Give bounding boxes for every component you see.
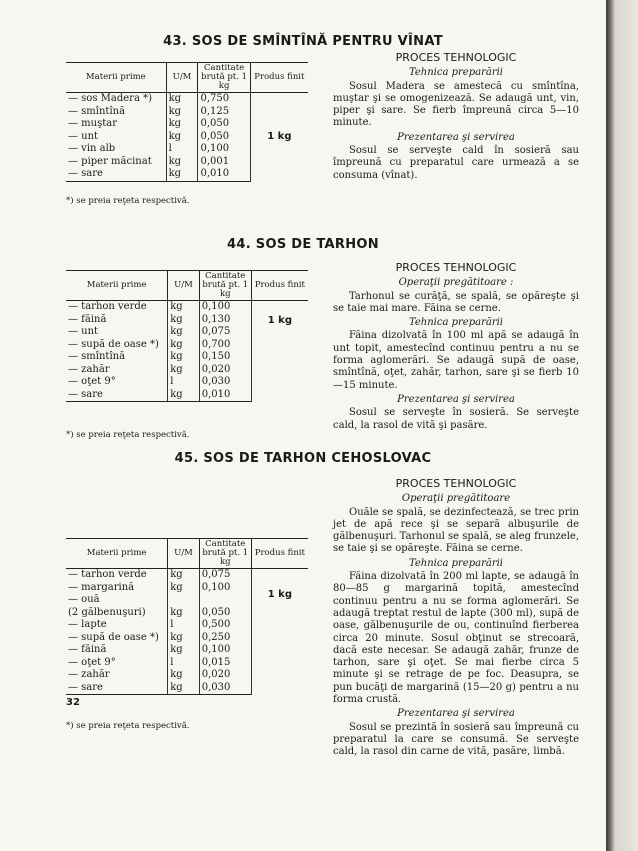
process-title: PROCES TEHNOLOGIC [395,477,517,490]
ingredient-unit: kg [168,326,200,339]
ingredient-name: — oţet 9° [68,656,116,668]
section-text: Tarhonul se curăţă, se spală, se opăreşte şi se taie mai mare. Făina se cerne. [333,290,579,314]
section-text: Sosul Madera se amestecă cu smîntîna, muştar şi se omogenizează. Se adaugă unt, vin, piper şi sare. Se fierb împreună circa 5—10 minute. [333,80,579,129]
ingredient-unit: kg [168,607,200,620]
footnote: *) se preia reţeta respectivă. [66,196,190,206]
ingredient-unit: kg [168,364,200,377]
ingredient-unit: l [168,619,200,632]
ingredient-unit: kg [168,669,200,682]
ingredient-name: — făină [68,644,107,655]
process-title: PROCES TEHNOLOGIC [395,51,517,64]
header-finished: Produs finit [251,539,308,569]
header-unit: U/M [166,63,198,93]
ingredient-qty: 0,015 [199,657,251,670]
ingredient-name: — piper măcinat [68,155,152,167]
header-materials: Materii prime [66,539,168,569]
ingredient-name: — lapte [68,619,107,630]
footnote: *) se preia reţeta respectivă. [66,430,190,440]
ingredients-table [66,538,308,695]
section-heading: Operaţii pregătitoare : [398,277,514,289]
ingredient-qty: 0,050 [199,607,251,620]
ingredient-qty: 0,100 [199,301,251,314]
ingredient-qty: 0,130 [199,314,251,327]
header-quantity: Cantitate brută pt. 1 kg [199,271,251,301]
page-number: 32 [66,697,80,708]
section-text: Sosul se serveşte în sosieră. Se serveşte cald, la rasol de vită şi pasăre. [333,407,579,431]
ingredient-unit: kg [168,582,200,595]
ingredient-qty: 0,700 [199,339,251,352]
ingredient-name: — zahăr [68,363,110,375]
ingredient-name: (2 gălbenuşuri) [68,606,146,618]
ingredient-unit [168,594,200,607]
ingredients-table [66,62,308,182]
header-finished: Produs finit [251,271,308,301]
ingredient-unit: kg [168,632,200,645]
ingredient-qty: 0,030 [199,682,251,695]
ingredient-name: — sare [66,389,168,402]
section-text: Sosul se prezintă în sosieră sau împreună cu preparatul la care se consumă. Se serveşte cald, la rasol din carne de vită, pasăre, limbă. [333,721,579,758]
section-heading: Operaţii pregătitoare [401,493,511,505]
ingredient-unit: kg [166,106,198,119]
recipe-title: 43. SOS DE SMÎNTÎNĂ PENTRU VÎNAT [163,34,443,49]
ingredient-name: — oţet 9° [68,376,116,387]
ingredient-name: — sos Madera *) [68,93,152,104]
finished-product: 1 kg [251,569,308,695]
ingredient-unit: kg [168,314,200,327]
ingredient-unit: kg [168,339,200,352]
finished-product: 1 kg [250,93,308,182]
ingredient-qty: 0,150 [199,351,251,364]
ingredient-name: — zahăr [68,669,110,680]
ingredient-name: — muştar [68,118,117,129]
section-text: Sosul se serveşte cald în sosieră sau împreună cu preparatul care urmează a se consuma (vînat). [333,145,579,181]
ingredient-name: — sare [66,682,168,695]
section-text: Făina dizolvată în 200 ml lapte, se adaugă în 80—85 g margarină topită, amestecînd continuu pentru a nu se forma aglomerări. Se adaugă treptat restul de lapte (300 ml), supă de oase, gălbenuşurile de ou, continuînd fierberea circa 20 minute. Sosul obţinut se strecoară, dacă este necesar. Se adaugă zahăr, frunze de tarhon, sare şi oţet. Se mai fierbe circa 5 minute şi se retrage de pe foc. Deasupra, se pun bucăţi de margarină (15—20 g) pentru a nu forma crustă. [333,571,579,706]
ingredient-qty: 0,050 [198,118,250,131]
process-block [333,262,579,432]
ingredient-name: — unt [68,326,99,337]
ingredient-qty: 0,075 [199,569,251,582]
ingredient-name: — vin alb [68,143,116,154]
ingredient-qty: 0,050 [198,131,250,144]
ingredient-unit: l [168,376,200,389]
ingredient-name: — margarină [68,581,135,593]
ingredient-qty: 0,125 [198,106,250,119]
ingredient-qty: 0,020 [199,669,251,682]
ingredient-qty: 0,500 [199,619,251,632]
section-heading: Prezentarea şi servirea [397,393,515,405]
header-materials: Materii prime [66,63,166,93]
ingredient-qty: 0,001 [198,156,250,169]
ingredient-qty: 0,100 [199,582,251,595]
ingredient-qty [199,594,251,607]
ingredient-name: — tarhon verde [68,301,147,312]
ingredient-qty: 0,075 [199,326,251,339]
process-block [333,478,579,759]
ingredient-qty: 0,010 [199,389,251,402]
section-heading: Tehnica preparării [408,317,503,329]
header-quantity: Cantitate brută pt. 1 kg [199,539,251,569]
ingredient-unit: kg [168,351,200,364]
recipe-title: 44. SOS DE TARHON [227,237,379,252]
ingredient-unit: l [168,657,200,670]
ingredient-unit: kg [168,301,200,314]
footnote: *) se preia reţeta respectivă. [66,721,190,731]
ingredient-unit: kg [168,389,200,402]
ingredient-unit: kg [166,131,198,144]
ingredient-name: — smîntînă [68,105,126,117]
ingredient-unit: kg [166,156,198,169]
header-unit: U/M [168,271,200,301]
ingredient-unit: kg [168,682,200,695]
ingredient-name: — ouă [68,594,100,605]
table-row [66,569,308,582]
table-row [66,301,308,314]
next-page-edge [606,0,638,851]
section-heading: Tehnica preparării [408,557,503,569]
ingredient-qty: 0,250 [199,632,251,645]
ingredient-unit: kg [166,118,198,131]
finished-product: 1 kg [251,301,308,402]
section-text: Ouăle se spală, se dezinfectează, se trec prin jet de apă rece şi se separă albuşurile de gălbenuşuri. Tarhonul se spală, se aleg frunzele, se taie şi se opăreşte. Făina se cerne. [333,506,579,555]
ingredient-name: — supă de oase *) [68,338,159,350]
ingredient-qty: 0,750 [198,93,250,106]
section-text: Făina dizolvată în 100 ml apă se adaugă în unt topit, amestecînd continuu pentru a nu se forma aglomerări. Se adaugă supă de oase, smîntînă, oţet, zahăr, tarhon, sare şi se fierb 10—15 minute. [333,330,579,391]
ingredient-name: — smîntînă [68,351,126,362]
ingredient-unit: kg [166,93,198,106]
ingredients-table [66,270,308,402]
ingredient-qty: 0,030 [199,376,251,389]
process-title: PROCES TEHNOLOGIC [395,261,517,274]
ingredient-name: — supă de oase *) [68,631,159,643]
section-heading: Prezentarea şi servirea [397,708,515,720]
header-finished: Produs finit [250,63,308,93]
header-quantity: Cantitate brută pt. 1 kg [198,63,250,93]
header-unit: U/M [168,539,200,569]
header-materials: Materii prime [66,271,168,301]
recipe-title: 45. SOS DE TARHON CEHOSLOVAC [174,451,432,466]
section-heading: Prezentarea şi servirea [397,131,515,143]
section-heading: Tehnica preparării [408,67,503,79]
ingredient-qty: 0,100 [199,644,251,657]
ingredient-qty: 0,100 [198,143,250,156]
ingredient-unit: kg [168,569,200,582]
ingredient-qty: 0,020 [199,364,251,377]
ingredient-unit: kg [168,644,200,657]
ingredient-unit: kg [166,168,198,181]
ingredient-name: — făină [68,313,107,325]
ingredient-name: — tarhon verde [68,569,147,580]
ingredient-qty: 0,010 [198,168,250,181]
table-row [66,93,308,106]
ingredient-name: — sare [66,168,166,181]
ingredient-unit: l [166,143,198,156]
ingredient-name: — unt [68,130,99,142]
process-block [333,52,579,182]
